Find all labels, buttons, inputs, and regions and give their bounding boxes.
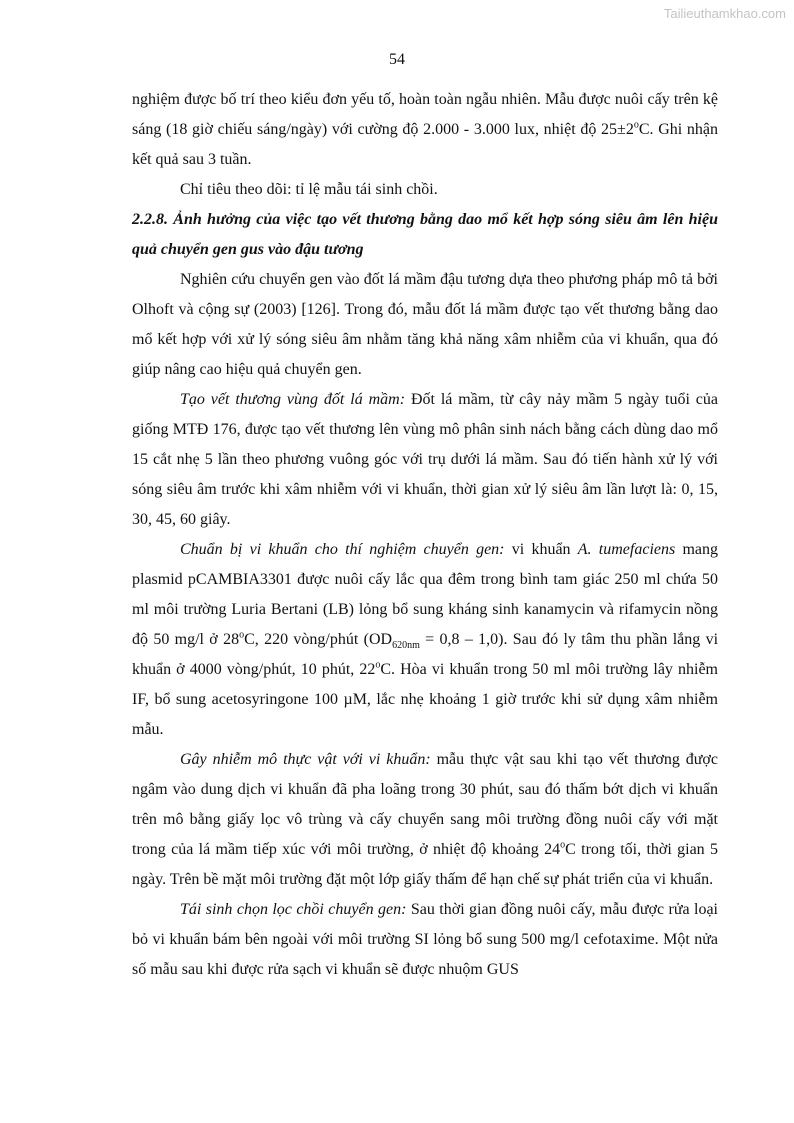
paragraph-infection: Gây nhiễm mô thực vật với vi khuẩn: mẫu thực vật sau khi tạo vết thương được ngâm vào dung dịch vi khuẩn đã pha loãng trong 30 phút, sau đó thấm bớt dịch vi khuẩn trên mô bằng giấy lọc vô trùng và cấy chuyển sang môi trường đồng nuôi cấy với mặt trong của lá mầm tiếp xúc với môi trường, ở nhiệt độ khoảng 24$^o$C trong tối, thời gian 5 ngày. Trên bề mặt môi trường đặt một lớp giấy thấm để hạn chế sự phát triển của vi khuẩn.: [132, 751, 718, 888]
paragraph-intro: Nghiên cứu chuyển gen vào đốt lá mầm đậu tương dựa theo phương pháp mô tả bởi Olhoft và cộng sự (2003) [126]. Trong đó, mẫu đốt lá mầm được tạo vết thương bằng dao mổ kết hợp với xử lý sóng siêu âm nhằm tăng khả năng xâm nhiễm của vi khuẩn, qua đó giúp nâng cao hiệu quả chuyển gen.: [132, 271, 718, 378]
paragraph-regeneration: Tái sinh chọn lọc chồi chuyển gen: Sau thời gian đồng nuôi cấy, mẫu được rửa loại bỏ vi khuẩn bám bên ngoài với môi trường SI lỏng bổ sung 500 mg/l cefotaxime. Một nửa số mẫu sau khi được rửa sạch vi khuẩn sẽ được nhuộm GUS: [132, 901, 718, 978]
lead-bacteria-prep: Chuẩn bị vi khuẩn cho thí nghiệm chuyển gen:: [180, 541, 505, 558]
lead-regeneration: Tái sinh chọn lọc chồi chuyển gen:: [180, 901, 407, 918]
paragraph-bacteria-prep: Chuẩn bị vi khuẩn cho thí nghiệm chuyển gen: vi khuẩn A. tumefaciens mang plasmid pCAMBIA3301 được nuôi cấy lắc qua đêm trong bình tam giác 250 ml chứa 50 ml môi trường Luria Bertani (LB) lỏng bổ sung kháng sinh kanamycin và rifamycin nồng độ 50 mg/l ở 28$^o$C, 220 vòng/phút $(OD_{620nm} = 0,8 - 1,0)$. Sau đó ly tâm thu phần lắng vi khuẩn ở 4000 vòng/phút, 10 phút, 22$^o$C. Hòa vi khuẩn trong 50 ml môi trường lây nhiễm IF, bổ sung acetosyringone 100 µM, lắc nhẹ khoảng 1 giờ trước khi sử dụng xâm nhiễm mẫu.: [132, 541, 719, 738]
paragraph-wounding: Tạo vết thương vùng đốt lá mầm: Đốt lá mầm, từ cây nảy mầm 5 ngày tuổi của giống MTĐ 176, được tạo vết thương lên vùng mô phân sinh nách bằng cách dùng dao mổ 15 cắt nhẹ 5 lần theo phương vuông góc với trụ dưới lá mầm. Sau đó tiến hành xử lý với sóng siêu âm trước khi xâm nhiễm với vi khuẩn, thời gian xử lý siêu âm lần lượt là: 0, 15, 30, 45, 60 giây.: [132, 391, 719, 528]
lead-wounding: Tạo vết thương vùng đốt lá mầm:: [180, 391, 406, 408]
paragraph-cultivation-conditions: nghiệm được bố trí theo kiểu đơn yếu tố, hoàn toàn ngẫu nhiên. Mẫu được nuôi cấy trên kệ sáng (18 giờ chiếu sáng/ngày) với cường độ 2.000 - 3.000 lux, nhiệt độ $25\pm 2^oC$. Ghi nhận kết quả sau 3 tuần.: [132, 91, 718, 168]
section-heading: 2.2.8. Ảnh hưởng của việc tạo vết thương bằng dao mổ kết hợp sóng siêu âm lên hiệu quả chuyển gen gus vào đậu tương: [132, 211, 718, 258]
species-name: A. tumefaciens: [577, 541, 676, 558]
document-body: [132, 85, 718, 985]
watermark: Tailieuthamkhao.com: [663, 6, 786, 21]
paragraph-indicator: Chỉ tiêu theo dõi: tỉ lệ mẫu tái sinh chồi.: [180, 181, 438, 198]
page-number: 54: [389, 51, 405, 68]
lead-infection: Gây nhiễm mô thực vật với vi khuẩn:: [180, 751, 431, 768]
